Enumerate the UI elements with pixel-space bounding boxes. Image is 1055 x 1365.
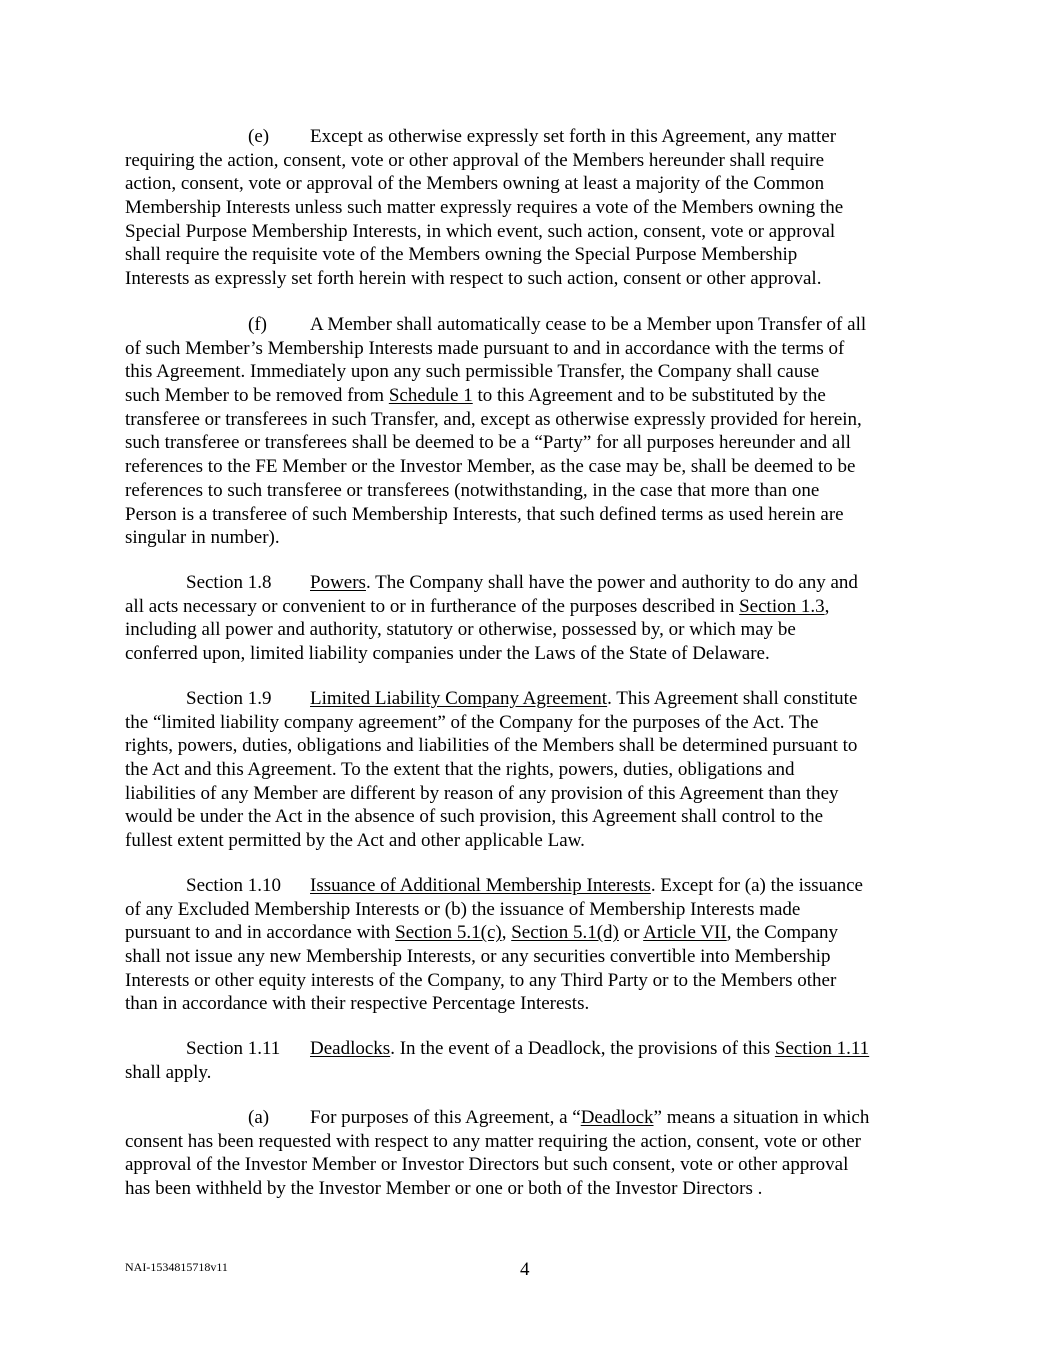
defined-term-deadlock: Deadlock [580, 1107, 654, 1128]
paragraph-label: (a) [248, 1107, 270, 1128]
paragraph-label: (f) [248, 314, 267, 335]
paragraph-e: (e) Except as otherwise expressly set forth in this Agreement, any matter requiring the action, consent, vote or other approval of the Members hereunder shall require action, consent, vote or approval of the Members owning at least a majority of the Common Membership Interests unless such matter expressly requires a vote of the Members owning the Special Purpose Membership Interests, in which event, such action, consent, vote or approval shall require the requisite vote of the Members owning the Special Purpose Membership Interests as expressly set forth herein with respect to such action, consent or other approval. [125, 126, 844, 290]
section-title: Issuance of Additional Membership Interests [310, 875, 651, 896]
section-1-8: Section 1.8 Powers. The Company shall have the power and authority to do any and all acts necessary or convenient to or in furtherance of the purposes described in Section 1.3, including all power and authority, statutory or otherwise, possessed by, or which may be conferred upon, limited liability companies under the Laws of the State of Delaware. [125, 572, 858, 665]
section-1-11-link[interactable]: Section 1.11 [774, 1038, 870, 1059]
section-title: Limited Liability Company Agreement [310, 688, 608, 709]
article-vii-link[interactable]: Article VII [643, 922, 727, 944]
section-number: Section 1.11 [186, 1038, 281, 1059]
paragraph-a: (a) For purposes of this Agreement, a “Deadlock” means a situation in which consent has been requested with respect to any matter requiring the action, consent, vote or other approval of the Investor Member or Investor Directors but such consent, vote or other approval has been withheld by the Investor Member or one or both of the Investor Directors . [125, 1107, 870, 1200]
section-5-1-c-link[interactable]: Section 5.1(c) [395, 922, 502, 944]
section-number: Section 1.10 [186, 875, 281, 896]
section-1-3-link[interactable]: Section 1.3 [739, 595, 825, 617]
schedule-1-link[interactable]: Schedule 1 [388, 385, 473, 407]
section-number: Section 1.8 [186, 572, 272, 593]
section-1-10: Section 1.10 Issuance of Additional Membership Interests. Except for (a) the issuance of any Excluded Membership Interests or (b) the issuance of Membership Interests made pursuant to and in accordance with Section 5.1(c), Section 5.1(d) or Article VII, the Company shall not issue any new Membership Interests, or any securities convertible into Membership Interests or other equity interests of the Company, to any Third Party or to the Members other than in accordance with their respective Percentage Interests. [125, 875, 863, 1015]
section-number: Section 1.9 [186, 688, 272, 709]
page-number: 4 [520, 1259, 530, 1280]
section-title: Deadlocks [310, 1038, 391, 1059]
section-5-1-d-link[interactable]: Section 5.1(d) [511, 922, 619, 944]
paragraph-f: (f) A Member shall automatically cease to be a Member upon Transfer of all of such Member’s Membership Interests made pursuant to and in accordance with the terms of this Agreement. Immediately upon any such permissible Transfer, the Company shall cause such Member to be removed from Schedule 1 to this Agreement and to be substituted by the transferee or transferees in such Transfer, and, except as otherwise expressly provided for herein, such transferee or transferees shall be deemed to be a “Party” for all purposes hereunder and all references to the FE Member or the Investor Member, as the case may be, shall be deemed to be references to such transferee or transferees (notwithstanding, in the case that more than one Person is a transferee of such Membership Interests, that such defined terms as used herein are singular in number). [125, 314, 867, 549]
document-id: NAI-1534815718v11 [125, 1260, 228, 1274]
section-title: Powers [310, 572, 366, 593]
section-1-11: Section 1.11 Deadlocks. In the event of a Deadlock, the provisions of this Section 1.11 shall apply. [125, 1038, 870, 1083]
paragraph-label: (e) [248, 126, 270, 147]
section-1-9: Section 1.9 Limited Liability Company Agreement. This Agreement shall constitute the “limited liability company agreement” of the Company for the purposes of the Act. The rights, powers, duties, obligations and liabilities of the Members shall be determined pursuant to the Act and this Agreement. To the extent that the rights, powers, duties, obligations and liabilities of any Member are different by reason of any provision of this Agreement than they would be under the Act in the absence of such provision, this Agreement shall control to the fullest extent permitted by the Act and other applicable Law. [125, 688, 858, 852]
